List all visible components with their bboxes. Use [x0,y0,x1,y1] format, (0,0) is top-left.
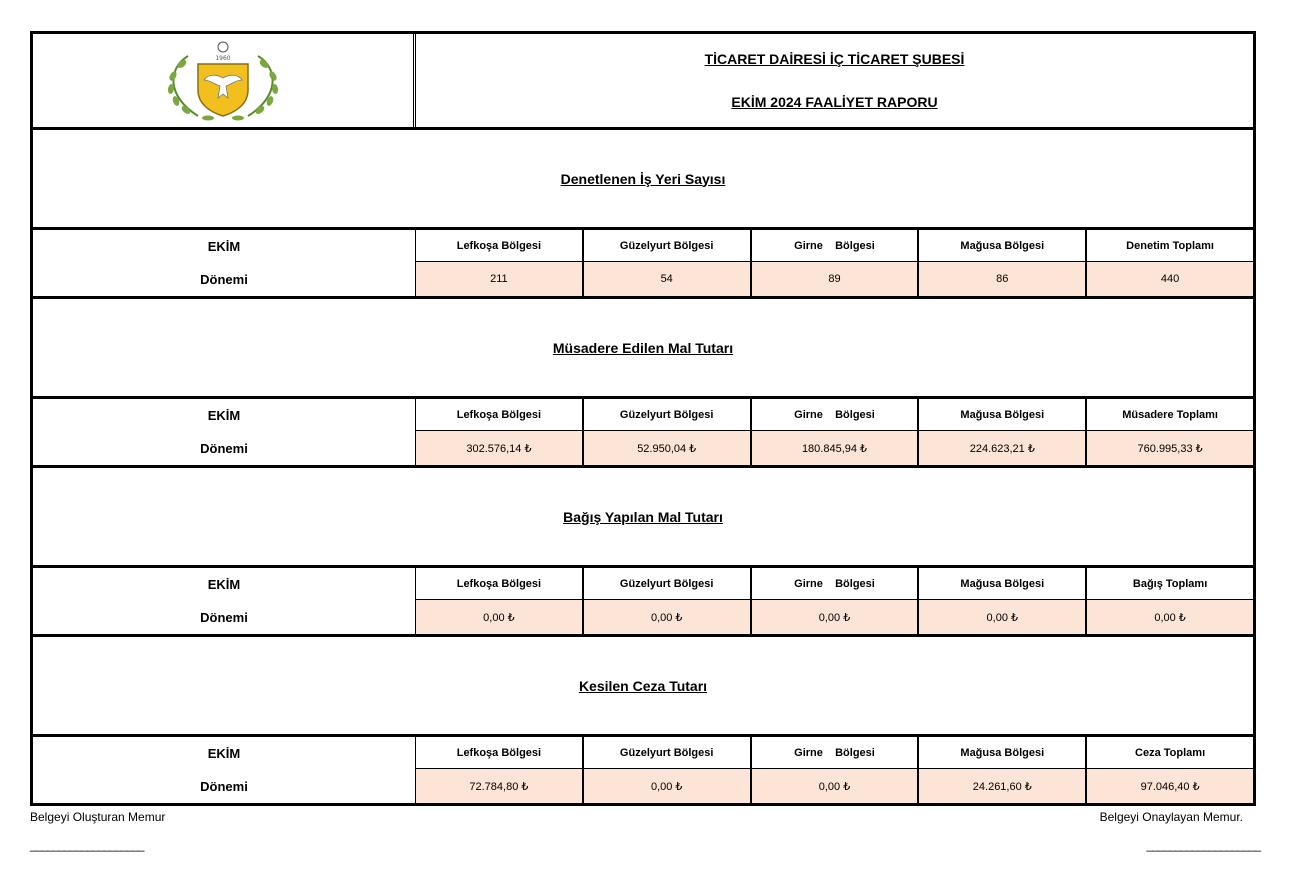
period-cell [33,737,416,803]
period-label: Dönemi [200,610,248,625]
value-cell: 440 [1087,262,1253,296]
column-header: Mağusa Bölgesi [919,230,1085,262]
column-guzelyurt [584,230,752,296]
period-label: Dönemi [200,441,248,456]
period-month: EKİM [207,577,241,592]
section-title-text: Müsadere Edilen Mal Tutarı [552,339,734,356]
column-header: Güzelyurt Bölgesi [584,399,750,431]
period-label: Dönemi [200,779,248,794]
value-cell: 0,00 ₺ [584,600,750,634]
value-cell: 72.784,80 ₺ [416,769,582,803]
column-header: Mağusa Bölgesi [919,568,1085,600]
column-total [1087,737,1253,803]
value-cell: 89 [752,262,918,296]
column-magusa [919,399,1087,465]
approver-label: Belgeyi Onaylayan Memur. [1099,810,1243,824]
period-cell [33,568,416,634]
value-cell: 52.950,04 ₺ [584,431,750,465]
column-header: Lefkoşa Bölgesi [416,568,582,600]
value-cell: 302.576,14 ₺ [416,431,582,465]
section-data-confiscated [30,399,1256,468]
column-lefkosa [416,568,584,634]
column-header: Denetim Toplamı [1087,230,1253,262]
section-title-text: Denetlenen İş Yeri Sayısı [560,170,726,187]
column-guzelyurt [584,399,752,465]
column-magusa [919,737,1087,803]
section-title-fines [30,637,1256,737]
value-cell: 97.046,40 ₺ [1087,769,1253,803]
section-title-audited [30,130,1256,230]
column-header: Lefkoşa Bölgesi [416,737,582,769]
column-header: Mağusa Bölgesi [919,737,1085,769]
period-label: Dönemi [200,272,248,287]
value-cell: 180.845,94 ₺ [752,431,918,465]
value-cell: 0,00 ₺ [919,600,1085,634]
column-header: Girne Bölgesi [752,568,918,600]
creator-label: Belgeyi Oluşturan Memur [30,810,166,824]
department-title: TİCARET DAİRESİ İÇ TİCARET ŞUBESİ [704,51,965,67]
value-cell: 24.261,60 ₺ [919,769,1085,803]
value-cell: 0,00 ₺ [584,769,750,803]
column-girne [752,399,920,465]
column-girne [752,737,920,803]
column-guzelyurt [584,568,752,634]
logo-cell [33,34,416,127]
section-title-donated [30,468,1256,568]
value-cell: 211 [416,262,582,296]
period-month: EKİM [207,746,241,761]
header-title-cell [416,34,1253,127]
coat-of-arms-icon [158,38,288,124]
report-header [30,31,1256,130]
column-total [1087,399,1253,465]
column-magusa [919,568,1087,634]
column-header: Lefkoşa Bölgesi [416,230,582,262]
section-data-donated [30,568,1256,637]
column-header: Girne Bölgesi [752,230,918,262]
period-cell [33,399,416,465]
column-lefkosa [416,737,584,803]
value-cell: 86 [919,262,1085,296]
report-sheet [30,31,1256,806]
column-header: Güzelyurt Bölgesi [584,737,750,769]
value-cell: 54 [584,262,750,296]
column-header: Mağusa Bölgesi [919,399,1085,431]
value-cell: 224.623,21 ₺ [919,431,1085,465]
approver-signature-line: ____________________ [1146,838,1260,852]
section-title-text: Bağış Yapılan Mal Tutarı [563,508,723,525]
column-lefkosa [416,230,584,296]
column-lefkosa [416,399,584,465]
column-header: Lefkoşa Bölgesi [416,399,582,431]
column-header: Girne Bölgesi [752,737,918,769]
column-header: Girne Bölgesi [752,399,918,431]
column-total [1087,568,1253,634]
period-month: EKİM [207,239,241,254]
column-magusa [919,230,1087,296]
value-cell: 0,00 ₺ [1087,600,1253,634]
column-girne [752,230,920,296]
column-guzelyurt [584,737,752,803]
column-girne [752,568,920,634]
section-title-confiscated [30,299,1256,399]
column-header: Güzelyurt Bölgesi [584,568,750,600]
value-cell: 0,00 ₺ [752,600,918,634]
section-title-text: Kesilen Ceza Tutarı [578,677,708,694]
svg-text:1960: 1960 [215,54,231,62]
section-data-fines [30,737,1256,806]
column-header: Müsadere Toplamı [1087,399,1253,431]
value-cell: 0,00 ₺ [752,769,918,803]
value-cell: 760.995,33 ₺ [1087,431,1253,465]
column-header: Güzelyurt Bölgesi [584,230,750,262]
column-header: Bağış Toplamı [1087,568,1253,600]
period-month: EKİM [207,408,241,423]
value-cell: 0,00 ₺ [416,600,582,634]
column-header: Ceza Toplamı [1087,737,1253,769]
report-title: EKİM 2024 FAALİYET RAPORU [731,94,938,110]
creator-signature-line: ____________________ [30,838,144,852]
column-total [1087,230,1253,296]
section-data-audited [30,230,1256,299]
period-cell [33,230,416,296]
